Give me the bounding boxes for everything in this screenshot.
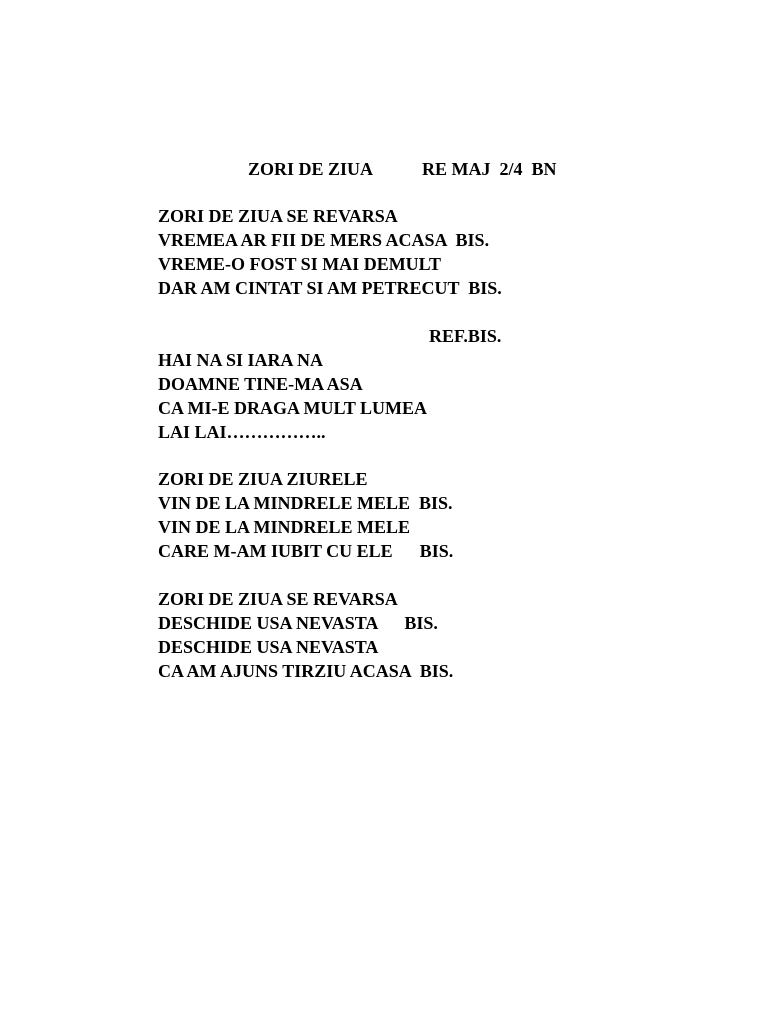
- verse2-line-3: VIN DE LA MINDRELE MELE: [158, 517, 411, 537]
- refrain-line-2: DOAMNE TINE-MA ASA: [158, 374, 363, 394]
- verse1-line-2: VREMEA AR FII DE MERS ACASA BIS.: [158, 230, 490, 250]
- verse2-line-1: ZORI DE ZIUA ZIURELE: [158, 469, 368, 489]
- verse1-line-1: ZORI DE ZIUA SE REVARSA: [158, 206, 398, 226]
- verse1-line-3: VREME-O FOST SI MAI DEMULT: [158, 254, 442, 274]
- song-header: [248, 157, 648, 181]
- verse3-line-1: ZORI DE ZIUA SE REVARSA: [158, 589, 398, 609]
- song-title: ZORI DE ZIUA: [248, 159, 374, 179]
- verse3-line-3: DESCHIDE USA NEVASTA: [158, 637, 379, 657]
- verse1-line-4: DAR AM CINTAT SI AM PETRECUT BIS.: [158, 278, 502, 298]
- verse3-line-2: DESCHIDE USA NEVASTA BIS.: [158, 613, 438, 633]
- refrain-label: REF.BIS.: [429, 326, 502, 346]
- refrain-line-3: CA MI-E DRAGA MULT LUMEA: [158, 398, 428, 418]
- refrain-line-1: HAI NA SI IARA NA: [158, 350, 324, 370]
- refrain-line-4: LAI LAI……………..: [158, 422, 326, 442]
- verse3-line-4: CA AM AJUNS TIRZIU ACASA BIS.: [158, 661, 454, 681]
- verse2-line-4: CARE M-AM IUBIT CU ELE BIS.: [158, 541, 454, 561]
- verse2-line-2: VIN DE LA MINDRELE MELE BIS.: [158, 493, 453, 513]
- song-key-info: RE MAJ 2/4 BN: [422, 159, 557, 179]
